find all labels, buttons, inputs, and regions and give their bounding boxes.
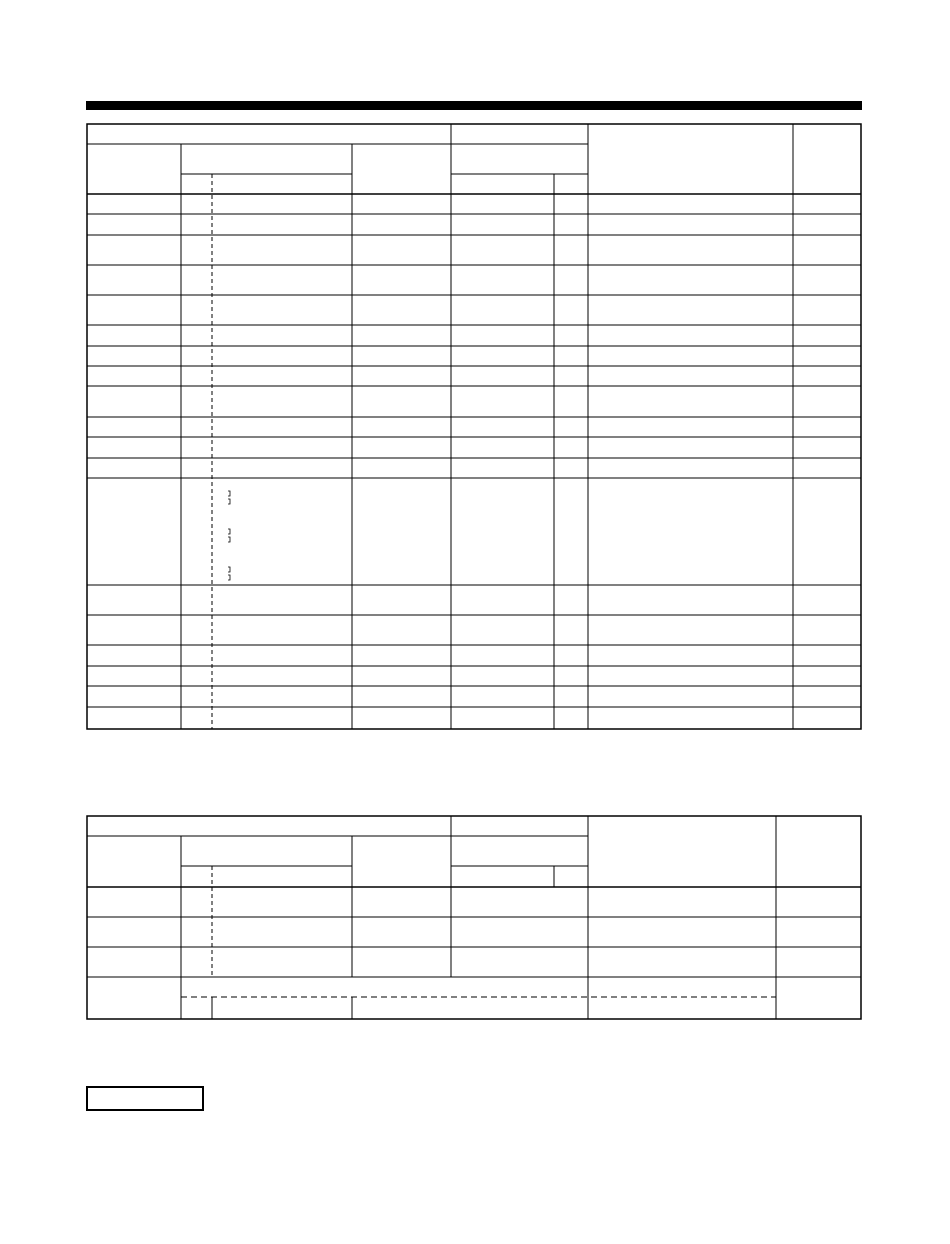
table-1-row-lines (87, 214, 861, 707)
table-1 (87, 124, 861, 729)
footer-label-box (86, 1086, 204, 1111)
bracket-marks (228, 491, 230, 580)
table-1-border (87, 124, 861, 729)
table-2 (87, 816, 861, 1019)
